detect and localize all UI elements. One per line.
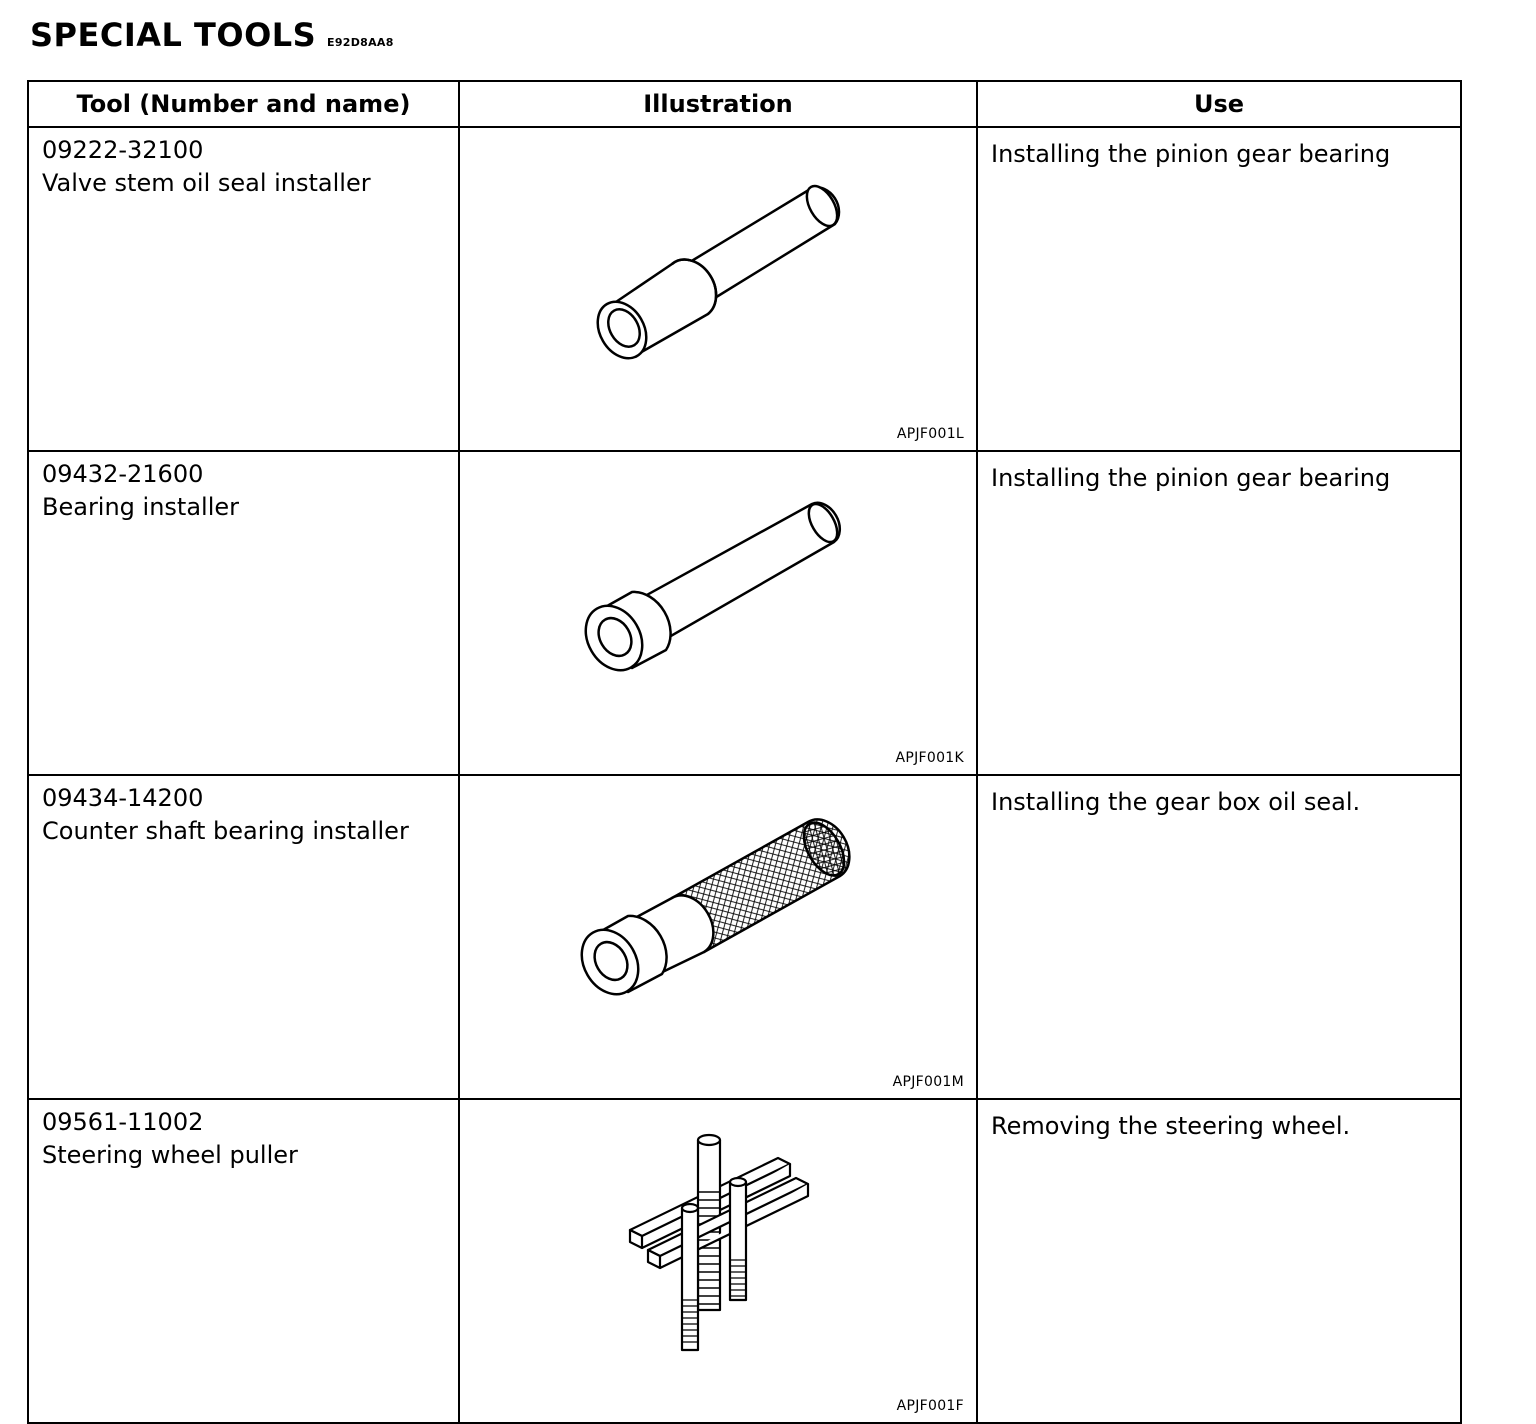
figure-code: APJF001L [896,426,964,442]
illustration-cell [459,451,977,775]
section-code: E92D8AA8 [327,36,394,49]
use-cell [977,127,1461,451]
tool-name: Bearing installer [42,493,240,521]
column-header-tool: Tool (Number and name) [28,81,459,127]
tool-name: Steering wheel puller [42,1141,298,1169]
table-header-row [28,81,1461,127]
use-cell [977,1099,1461,1423]
illustration-cell [459,1099,977,1423]
illustration-cell [459,127,977,451]
use-cell [977,775,1461,1099]
tool-cell [28,127,459,451]
tool-use: Installing the pinion gear bearing [991,140,1391,168]
tool-number: 09222-32100 [42,136,204,164]
tool-use: Installing the gear box oil seal. [991,788,1361,816]
figure-code: APJF001K [895,750,964,766]
tool-number: 09561-11002 [42,1108,204,1136]
tool-use: Installing the pinion gear bearing [991,464,1391,492]
use-cell [977,451,1461,775]
table-row [28,775,1461,1099]
knurled-handle-installer-illustration [460,776,976,1088]
tool-number: 09432-21600 [42,460,204,488]
tool-cell [28,1099,459,1423]
table-row [28,451,1461,775]
tool-cell [28,451,459,775]
stepped-sleeve-installer-illustration [460,128,976,440]
tool-number: 09434-14200 [42,784,204,812]
flanged-bar-installer-illustration [460,452,976,764]
tool-name: Counter shaft bearing installer [42,817,409,845]
column-header-illustration: Illustration [459,81,977,127]
column-header-use: Use [977,81,1461,127]
special-tools-table [27,80,1462,1424]
steering-wheel-puller-illustration [460,1100,976,1412]
figure-code: APJF001F [896,1398,964,1414]
tool-name: Valve stem oil seal installer [42,169,371,197]
table-row [28,127,1461,451]
table-row [28,1099,1461,1423]
figure-code: APJF001M [892,1074,964,1090]
tool-cell [28,775,459,1099]
tool-use: Removing the steering wheel. [991,1112,1351,1140]
page-title: SPECIAL TOOLS [30,16,317,54]
illustration-cell [459,775,977,1099]
